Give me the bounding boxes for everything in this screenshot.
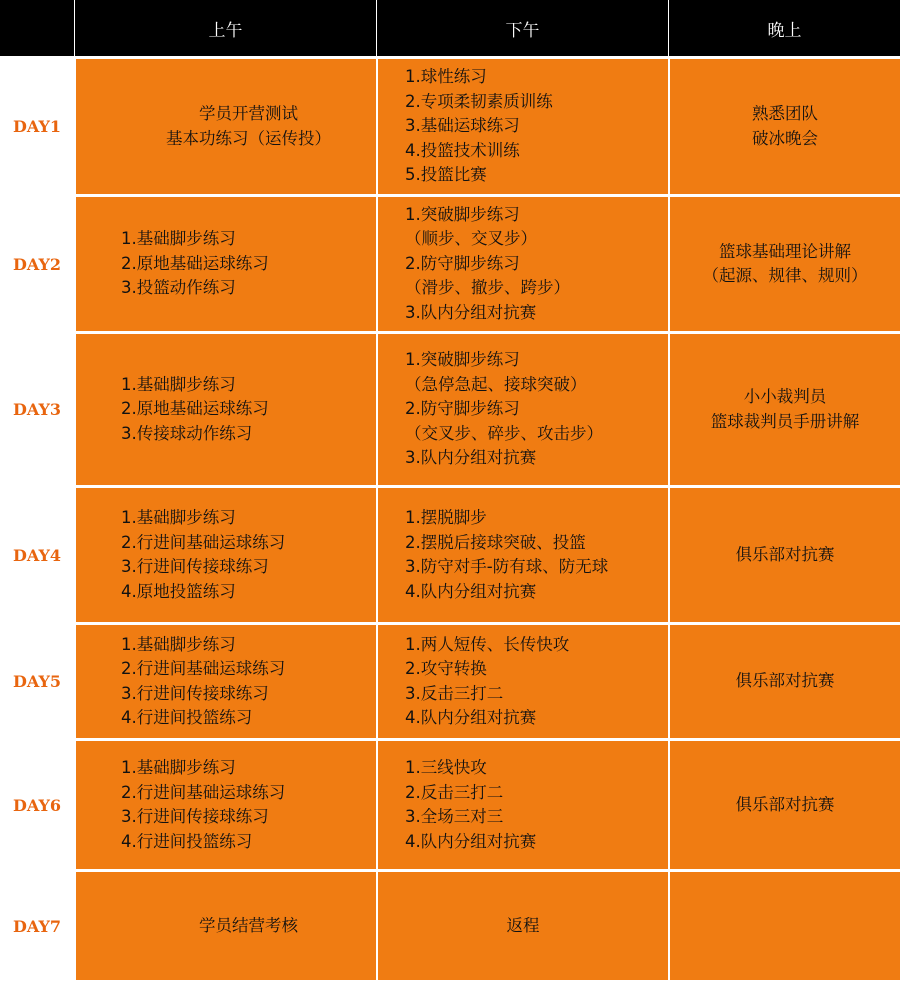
schedule-cell-pm <box>376 625 668 741</box>
schedule-cell-eve <box>668 488 900 625</box>
cell-text: 1.摆脱脚步 2.摆脱后接球突破、投篮 3.防守对手-防有球、防无球 4.队内分组对抗赛 <box>405 508 609 601</box>
schedule-cell-eve <box>668 872 900 983</box>
cell-text: 1.突破脚步练习 （顺步、交叉步） 2.防守脚步练习 （滑步、撤步、跨步） 3.队内分组对抗赛 <box>405 204 570 322</box>
cell-text: 篮球基础理论讲解 （起源、规律、规则） <box>702 241 868 285</box>
day-label: DAY1 <box>0 59 74 197</box>
day-label: DAY6 <box>0 741 74 872</box>
day-label: DAY7 <box>0 872 74 983</box>
schedule-cell-eve <box>668 59 900 197</box>
schedule-cell-am <box>74 741 376 872</box>
cell-text: 1.基础脚步练习 2.原地基础运球练习 3.投篮动作练习 <box>121 229 269 298</box>
cell-text: 小小裁判员 篮球裁判员手册讲解 <box>710 387 860 431</box>
header-evening: 晚上 <box>668 0 900 59</box>
cell-text: 俱乐部对抗赛 <box>735 544 835 564</box>
schedule-cell-eve <box>668 741 900 872</box>
cell-text: 1.球性练习 2.专项柔韧素质训练 3.基础运球练习 4.投篮技术训练 5.投篮比赛 <box>405 67 553 185</box>
schedule-cell-eve <box>668 197 900 334</box>
cell-text: 返程 <box>506 915 540 935</box>
schedule-cell-eve <box>668 625 900 741</box>
cell-text: 熟悉团队 破冰晚会 <box>752 104 818 148</box>
cell-text: 俱乐部对抗赛 <box>735 671 835 691</box>
header-corner <box>0 0 74 59</box>
schedule-cell-pm <box>376 741 668 872</box>
cell-text: 1.突破脚步练习 （急停急起、接球突破） 2.防守脚步练习 （交叉步、碎步、攻击步） 3.队内分组对抗赛 <box>405 350 603 468</box>
cell-text: 1.三线快攻 2.反击三打二 3.全场三对三 4.队内分组对抗赛 <box>405 758 537 851</box>
schedule-cell-am <box>74 488 376 625</box>
cell-text: 1.两人短传、长传快攻 2.攻守转换 3.反击三打二 4.队内分组对抗赛 <box>405 634 570 727</box>
day-label: DAY2 <box>0 197 74 334</box>
schedule-cell-pm <box>376 488 668 625</box>
cell-text: 1.基础脚步练习 2.行进间基础运球练习 3.行进间传接球练习 4.行进间投篮练习 <box>121 634 286 727</box>
day-label: DAY4 <box>0 488 74 625</box>
header-pm: 下午 <box>376 0 668 59</box>
schedule-cell-am <box>74 625 376 741</box>
schedule-cell-pm <box>376 872 668 983</box>
cell-text: 1.基础脚步练习 2.行进间基础运球练习 3.行进间传接球练习 4.原地投篮练习 <box>121 508 286 601</box>
day-label: DAY5 <box>0 625 74 741</box>
cell-text: 1.基础脚步练习 2.行进间基础运球练习 3.行进间传接球练习 4.行进间投篮练习 <box>121 758 286 851</box>
schedule-cell-pm <box>376 197 668 334</box>
cell-text: 1.基础脚步练习 2.原地基础运球练习 3.传接球动作练习 <box>121 374 269 443</box>
header-am: 上午 <box>74 0 376 59</box>
cell-text: 俱乐部对抗赛 <box>735 794 835 814</box>
schedule-cell-pm <box>376 59 668 197</box>
schedule-cell-pm <box>376 334 668 488</box>
day-label: DAY3 <box>0 334 74 488</box>
cell-text: 学员结营考核 <box>199 915 298 935</box>
cell-text: 学员开营测试 基本功练习（运传投） <box>166 104 331 148</box>
schedule-cell-am <box>74 59 376 197</box>
schedule-cell-am <box>74 334 376 488</box>
schedule-cell-am <box>74 872 376 983</box>
schedule-cell-eve <box>668 334 900 488</box>
schedule-cell-am <box>74 197 376 334</box>
